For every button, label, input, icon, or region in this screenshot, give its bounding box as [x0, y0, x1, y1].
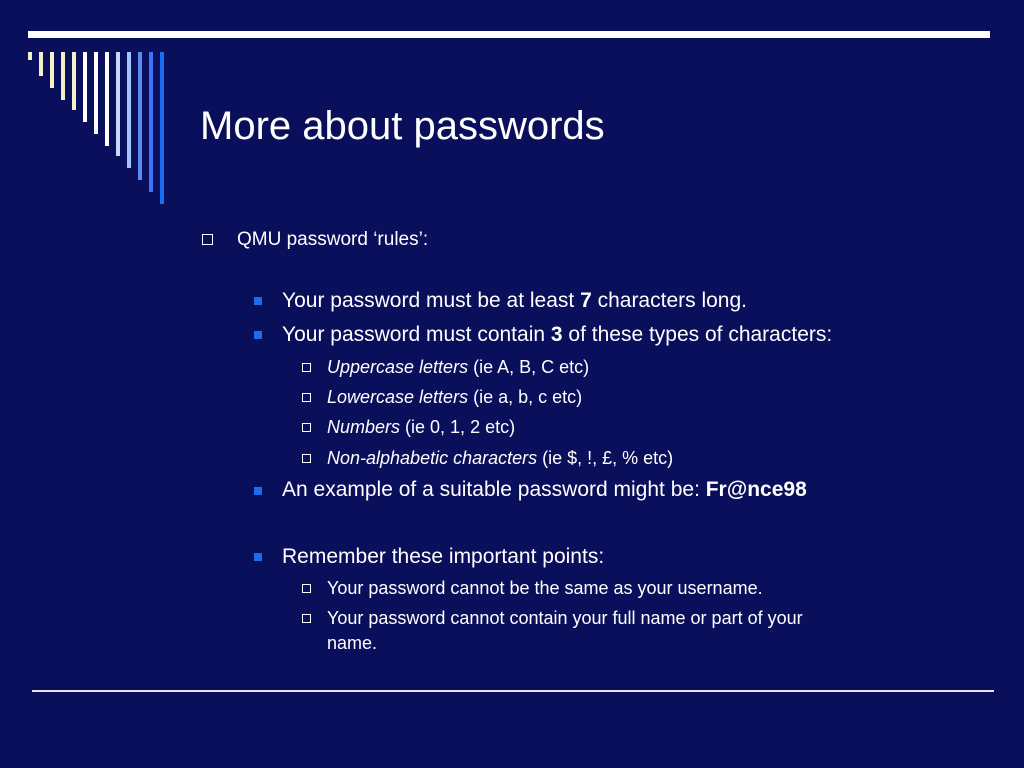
stripe: [94, 52, 98, 134]
rule-length: [282, 287, 747, 315]
stripe: [83, 52, 87, 122]
filled-square-bullet-icon: [254, 297, 262, 305]
stripe: [160, 52, 164, 204]
bottom-divider-line: [32, 690, 994, 692]
char-type-example: (ie $, !, £, % etc): [537, 448, 674, 468]
hollow-square-bullet-icon: [302, 423, 311, 432]
char-type-name: Numbers: [327, 417, 401, 437]
char-type-item: [327, 446, 673, 470]
example-password: Fr@nce98: [705, 478, 807, 501]
rule-types-number: 3: [550, 323, 563, 346]
example-prefix: An example of a suitable password might be:: [282, 478, 706, 501]
stripe: [105, 52, 109, 146]
char-type-example: (ie a, b, c etc): [468, 387, 583, 407]
filled-square-bullet-icon: [254, 331, 262, 339]
rule-length-number: 7: [580, 289, 592, 312]
stripe: [138, 52, 142, 180]
stripe: [116, 52, 120, 156]
stripe: [127, 52, 131, 168]
char-type-example: (ie 0, 1, 2 etc): [400, 417, 516, 437]
hollow-square-bullet-icon: [302, 584, 311, 593]
remember-heading: Remember these important points:: [282, 545, 605, 568]
hollow-square-bullet-icon: [302, 614, 311, 623]
rule-types-suffix: of these types of characters:: [562, 323, 833, 346]
example-password-line: [282, 476, 807, 504]
stripe: [28, 52, 32, 60]
stripe: [50, 52, 54, 88]
intro-text: QMU password ‘rules’:: [237, 229, 429, 250]
stripe: [39, 52, 43, 76]
rule-types: [282, 321, 832, 349]
slide-title: More about passwords: [200, 104, 605, 148]
char-type-name: Uppercase letters: [327, 357, 469, 377]
rule-length-suffix: characters long.: [591, 289, 747, 312]
rule-length-prefix: Your password must be at least: [282, 289, 581, 312]
point-item-continuation: name.: [327, 633, 378, 653]
hollow-square-bullet-icon: [302, 454, 311, 463]
char-type-name: Lowercase letters: [327, 387, 469, 407]
point-item: Your password cannot contain your full name or part of your: [327, 608, 803, 628]
decorative-stripes: [0, 0, 200, 220]
stripe: [61, 52, 65, 100]
char-type-item: [327, 355, 589, 379]
char-type-name: Non-alphabetic characters: [327, 448, 538, 468]
stripe: [149, 52, 153, 192]
hollow-square-bullet-icon: [202, 234, 213, 245]
stripe: [72, 52, 76, 110]
char-type-item: [327, 385, 582, 409]
hollow-square-bullet-icon: [302, 393, 311, 402]
point-item: Your password cannot be the same as your username.: [327, 578, 763, 598]
rule-types-prefix: Your password must contain: [282, 323, 551, 346]
char-type-item: [327, 415, 515, 439]
hollow-square-bullet-icon: [302, 363, 311, 372]
char-type-example: (ie A, B, C etc): [468, 357, 590, 377]
filled-square-bullet-icon: [254, 487, 262, 495]
filled-square-bullet-icon: [254, 553, 262, 561]
